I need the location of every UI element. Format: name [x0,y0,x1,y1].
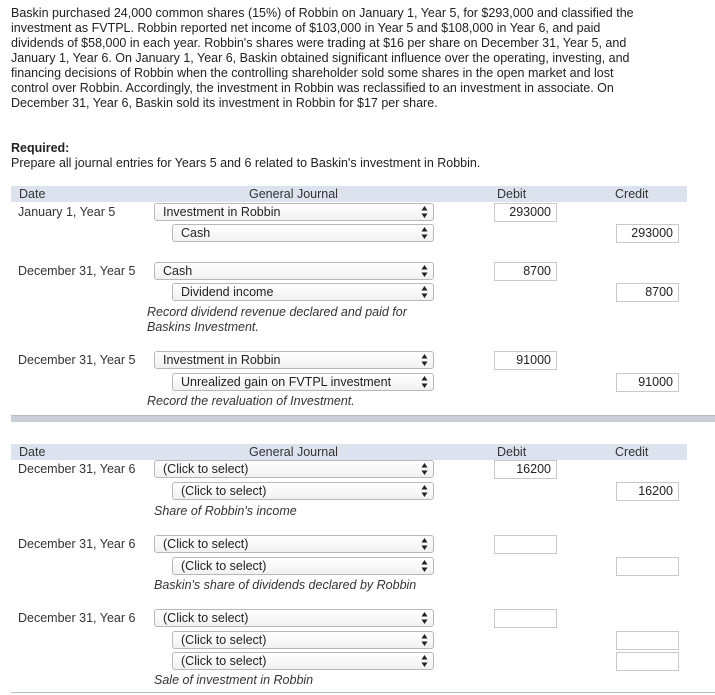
entry-note: Sale of investment in Robbin [154,673,314,687]
account-select[interactable] [154,535,434,553]
account-select-value: Investment in Robbin [163,353,281,367]
entry-date: December 31, Year 6 [18,537,136,551]
account-select-value: Investment in Robbin [163,205,281,219]
entry-note: Baskin's share of dividends declared by Robbin [154,578,417,592]
account-select-value: (Click to select) [163,537,249,551]
up-down-arrows-icon [421,264,428,278]
entry-date: January 1, Year 5 [18,205,116,219]
header-date: Date [19,187,46,201]
up-down-arrows-icon [421,353,428,367]
required-text: Prepare all journal entries for Years 5 and 6 related to Baskin's investment in Robbin. [11,156,481,170]
account-select[interactable] [172,557,434,575]
account-select-value: (Click to select) [163,611,249,625]
account-select-value: (Click to select) [181,484,267,498]
account-select[interactable] [154,609,434,627]
account-select[interactable] [172,373,434,391]
section-divider [11,415,715,422]
header-debit: Debit [497,445,527,459]
account-select-value: (Click to select) [181,559,267,573]
debit-input[interactable]: 16200 [494,460,557,479]
header-debit: Debit [497,187,527,201]
account-select[interactable] [172,652,434,670]
entry-note: Share of Robbin's income [154,504,297,518]
account-select-value: (Click to select) [163,462,249,476]
account-select[interactable] [154,203,434,221]
required-title: Required: [11,141,70,155]
debit-input[interactable]: 293000 [494,203,557,222]
up-down-arrows-icon [421,611,428,625]
debit-input[interactable] [494,535,557,554]
account-select-value: Cash [181,226,211,240]
entry-note-line2: Baskins Investment. [147,320,259,334]
debit-input[interactable]: 8700 [494,262,557,281]
header-credit: Credit [615,445,649,459]
account-select[interactable] [172,631,434,649]
up-down-arrows-icon [421,375,428,389]
account-select[interactable] [172,224,434,242]
up-down-arrows-icon [421,226,428,240]
debit-input[interactable]: 91000 [494,351,557,370]
entry-note-line1: Record dividend revenue declared and paid for [147,305,407,319]
account-select[interactable] [172,482,434,500]
header-date: Date [19,445,46,459]
credit-input[interactable] [616,652,679,671]
up-down-arrows-icon [421,462,428,476]
credit-input[interactable]: 16200 [616,482,679,501]
entry-date: December 31, Year 6 [18,611,136,625]
credit-input[interactable]: 8700 [616,283,679,302]
account-select[interactable] [154,460,434,478]
journal-header-1 [11,186,687,202]
header-general-journal: General Journal [249,445,338,459]
account-select[interactable] [172,283,434,301]
up-down-arrows-icon [421,205,428,219]
up-down-arrows-icon [421,484,428,498]
account-select[interactable] [154,262,434,280]
entry-date: December 31, Year 5 [18,264,136,278]
credit-input[interactable] [616,557,679,576]
header-credit: Credit [615,187,649,201]
account-select-value: Unrealized gain on FVTPL investment [181,375,392,389]
account-select-value: (Click to select) [181,633,267,647]
credit-input[interactable]: 91000 [616,373,679,392]
account-select-value: (Click to select) [181,654,267,668]
debit-input[interactable] [494,609,557,628]
account-select[interactable] [154,351,434,369]
account-select-value: Dividend income [181,285,274,299]
up-down-arrows-icon [421,285,428,299]
credit-input[interactable] [616,631,679,650]
account-select-value: Cash [163,264,193,278]
up-down-arrows-icon [421,654,428,668]
up-down-arrows-icon [421,559,428,573]
entry-date: December 31, Year 6 [18,462,136,476]
bottom-rule [11,692,715,693]
header-general-journal: General Journal [249,187,338,201]
entry-date: December 31, Year 5 [18,353,136,367]
problem-statement: Baskin purchased 24,000 common shares (15%) of Robbin on January 1, Year 5, for $293,000 and classified the investment as FVTPL. Robbin reported net income of $103,000 in Year 5 and $108,000 in Year 6, and paid dividends of $58,000 in each year. Robbin's shares were trading at $16 per share on December 31, Year 5, and January 1, Year 6. On January 1, Year 6, Baskin obtained significant influence over the operating, investing, and financing decisions of Robbin when the controlling shareholder sold some shares in the open market and lost control over Robbin. Accordingly, the investment in Robbin was reclassified to an investment in associate. On December 31, Year 6, Baskin sold its investment in Robbin for $17 per share. [11,6,634,110]
entry-note: Record the revaluation of Investment. [147,394,355,408]
journal-header-2 [11,444,687,460]
credit-input[interactable]: 293000 [616,224,679,243]
up-down-arrows-icon [421,537,428,551]
up-down-arrows-icon [421,633,428,647]
